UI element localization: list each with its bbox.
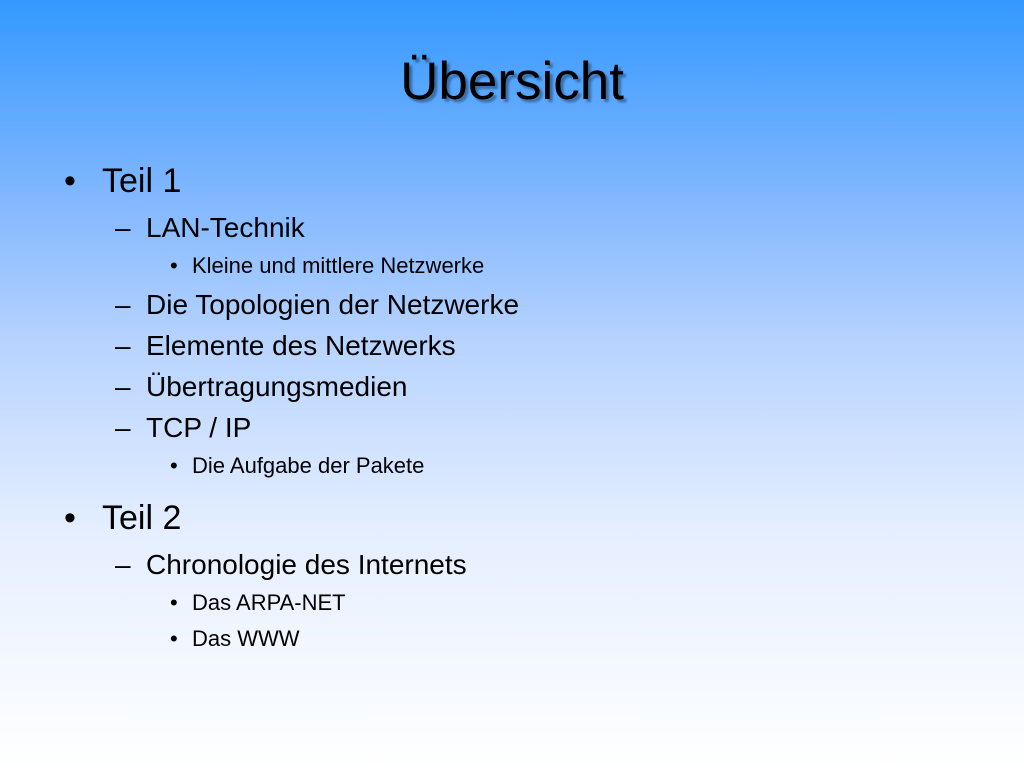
outline-item-text: Chronologie des Internets (146, 549, 467, 580)
outline-item-level2 (60, 544, 960, 585)
outline-item-text: Das WWW (192, 626, 300, 651)
bullet-marker: • (170, 453, 178, 478)
dash-marker: – (115, 212, 131, 243)
outline-item-level2 (60, 407, 960, 448)
outline-list (60, 155, 960, 657)
outline-item-text: Teil 1 (102, 162, 182, 200)
bullet-marker: • (64, 499, 76, 537)
outline-item-level2 (60, 207, 960, 248)
dash-marker: – (115, 371, 131, 402)
outline-item-text: Kleine und mittlere Netzwerke (192, 253, 485, 278)
outline-item-text: Die Aufgabe der Pakete (192, 453, 425, 478)
outline-item-level3 (60, 621, 960, 657)
outline-item-text: Das ARPA-NET (192, 590, 346, 615)
outline-item-level2 (60, 284, 960, 325)
bullet-marker: • (170, 626, 178, 651)
outline-item-level2 (60, 325, 960, 366)
outline-item-text: Übertragungsmedien (146, 371, 408, 402)
outline-item-level3 (60, 585, 960, 621)
bullet-marker: • (170, 253, 178, 278)
slide-title: Übersicht (400, 52, 624, 111)
outline-item-level2 (60, 366, 960, 407)
dash-marker: – (115, 412, 131, 443)
outline-item-level3 (60, 248, 960, 284)
dash-marker: – (115, 549, 131, 580)
bullet-marker: • (170, 590, 178, 615)
outline-item-level3 (60, 448, 960, 484)
outline-item-text: Die Topologien der Netzwerke (146, 289, 520, 320)
dash-marker: – (115, 330, 131, 361)
outline-item-text: Teil 2 (102, 499, 182, 537)
outline-item-text: LAN-Technik (146, 212, 305, 243)
outline-item-text: Elemente des Netzwerks (146, 330, 456, 361)
bullet-marker: • (64, 162, 76, 200)
outline-item-level1 (60, 155, 960, 207)
outline-item-text: TCP / IP (146, 412, 252, 443)
dash-marker: – (115, 289, 131, 320)
outline-item-level1 (60, 492, 960, 544)
